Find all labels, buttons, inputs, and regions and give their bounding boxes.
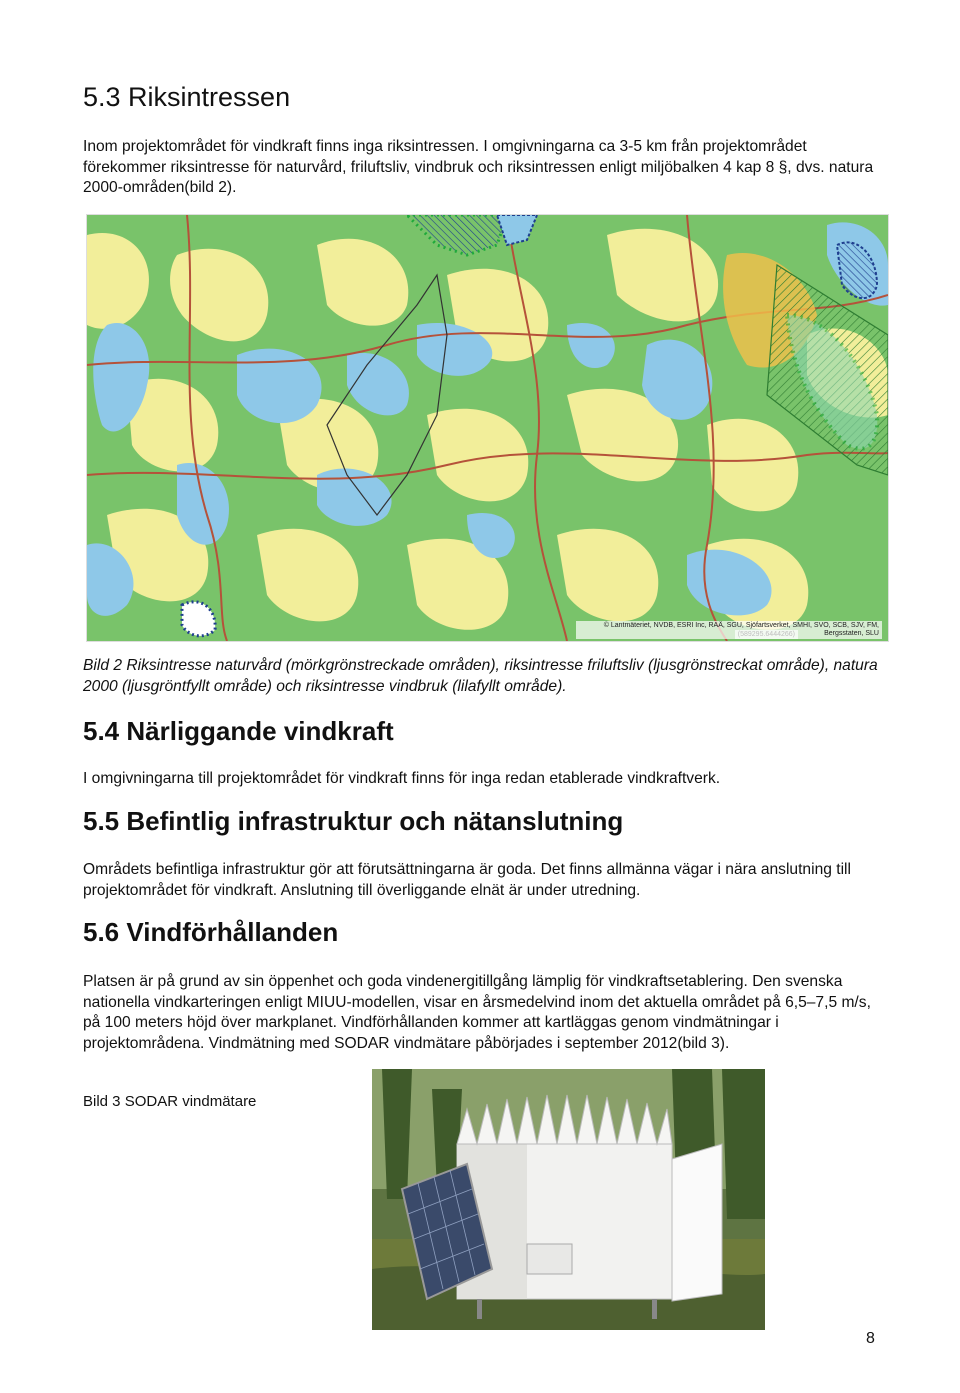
sodar-photo (372, 1069, 765, 1330)
map-copyright: © Lantmäteriet, NVDB, ESRI Inc, RAÄ, SGU, Sjöfartsverket, SMHI, SVO, SCB, SJV, FM, Bergsstaten, SLU (576, 621, 882, 639)
map-image (86, 214, 889, 642)
heading-5-3: 5.3 Riksintressen (83, 82, 291, 112)
caption-bild-3: Bild 3 SODAR vindmätare (83, 1093, 257, 1110)
heading-5-5: 5.5 Befintlig infrastruktur och nätanslutning (83, 806, 624, 836)
heading-5-4: 5.4 Närliggande vindkraft (83, 716, 394, 746)
heading-5-6: 5.6 Vindförhållanden (83, 917, 339, 947)
page-number: 8 (866, 1330, 875, 1347)
paragraph-riksintressen: Inom projektområdet för vindkraft finns inga riksintressen. I omgivningarna ca 3-5 km från projektområdet förekommer riksintresse för naturvård, friluftsliv, vindbruk och riksintressen enligt miljöbalken 4 kap 8 §, dvs. natura 2000-områden(bild 2). (83, 138, 874, 196)
caption-bild-2: Bild 2 Riksintresse naturvård (mörkgrönstreckade områden), riksintresse friluftsliv (ljusgrönstreckat område), natura 2000 (ljusgröntfyllt område) och riksintresse vindbruk (lilafyllt område). (83, 657, 878, 695)
paragraph-narliggande: I omgivningarna till projektområdet för vindkraft finns för inga redan etablerade vindkraftverk. (83, 770, 721, 787)
paragraph-vindforhallanden: Platsen är på grund av sin öppenhet och goda vindenergitillgång lämplig för vindkraftsetablering. Den svenska nationella vindkarteringen enligt MIUU-modellen, visar en årsmedelvind inom det aktuella området på 6,5–7,5 m/s, på 100 meters höjd över markplanet. Vindförhållanden kommer att kartläggas genom vindmätningar i projektområdena. Vindmätning med SODAR vindmätare påbörjades i september 2012(bild 3). (83, 973, 871, 1052)
map-graphic (87, 215, 888, 641)
sodar-graphic (372, 1069, 765, 1330)
paragraph-infrastruktur: Områdets befintliga infrastruktur gör att förutsättningarna är goda. Det finns allmänna vägar i nära anslutning till projektområdet för vindkraft. Anslutning till överliggande elnät är under utredning. (83, 861, 851, 899)
